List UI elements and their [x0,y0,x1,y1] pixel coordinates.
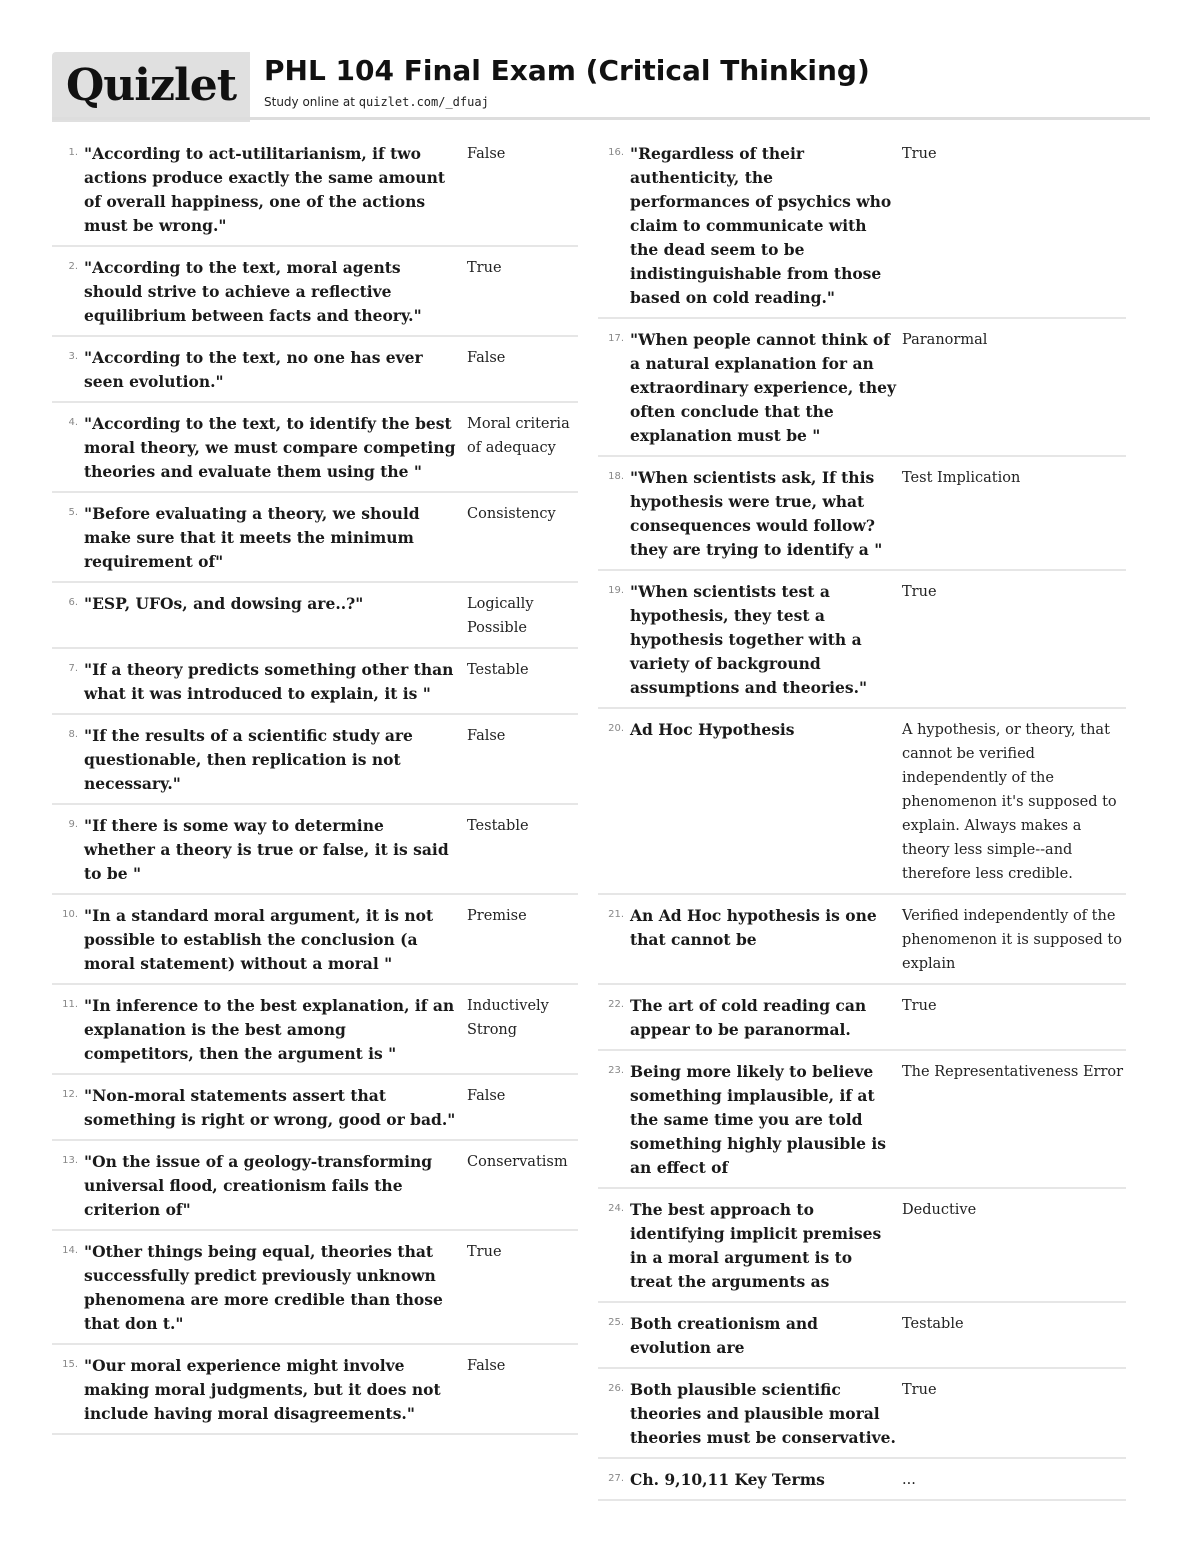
card-definition: False [467,728,506,744]
card-number: 26. [608,1383,624,1394]
card-term: Ad Hoc Hypothesis [630,720,795,739]
card-definition: True [902,146,937,162]
card-definition: Testable [902,1316,964,1332]
card-number: 14. [62,1245,78,1256]
flashcard [52,1352,578,1435]
left-column [52,140,578,1442]
card-number: 20. [608,723,624,734]
card-term: "According to the text, no one has ever seen evolution." [84,348,423,391]
flashcard [52,1082,578,1141]
card-definition: The Representativeness Error [902,1064,1124,1080]
flashcard [52,140,578,247]
study-url: quizlet.com/_dfuaj [358,95,489,109]
card-number: 11. [62,999,78,1010]
card-term: "ESP, UFOs, and dowsing are..?" [84,594,364,613]
card-number: 23. [608,1065,624,1076]
card-definition: Consistency [467,506,556,522]
card-number: 9. [68,819,78,830]
flashcard [598,1310,1126,1369]
card-definition: True [902,584,937,600]
card-term: Both creationism and evolution are [630,1314,818,1357]
card-definition: Logically Possible [467,596,534,636]
card-term: "Our moral experience might involve making moral judgments, but it does not include having moral disagreements." [84,1356,441,1423]
card-definition: False [467,1358,506,1374]
card-term: "Other things being equal, theories that successfully predict previously unknown phenomena are more credible than those that don t." [84,1242,443,1333]
flashcard [52,722,578,805]
card-term: "According to act-utilitarianism, if two actions produce exactly the same amount of overall happiness, one of the actions must be wrong." [84,144,446,235]
card-number: 22. [608,999,624,1010]
card-number: 15. [62,1359,78,1370]
right-column [598,140,1126,1508]
card-term: Ch. 9,10,11 Key Terms [630,1470,825,1489]
card-definition: Premise [467,908,527,924]
card-term: "If there is some way to determine whether a theory is true or false, it is said to be " [84,816,449,883]
flashcard [598,902,1126,985]
flashcard [52,500,578,583]
subtitle [264,95,489,109]
card-number: 19. [608,585,624,596]
card-term: "When people cannot think of a natural explanation for an extraordinary experience, they often conclude that the explanation must be " [630,330,896,445]
card-definition: Deductive [902,1202,977,1218]
card-number: 25. [608,1317,624,1328]
card-number: 18. [608,471,624,482]
flashcard [598,464,1126,571]
card-number: 13. [62,1155,78,1166]
card-definition: True [902,998,937,1014]
header-rule [52,117,1150,120]
card-term: "Before evaluating a theory, we should make sure that it meets the minimum requirement of" [84,504,420,571]
card-number: 8. [68,729,78,740]
card-term: "In a standard moral argument, it is not possible to establish the conclusion (a moral statement) without a moral " [84,906,434,973]
flashcard [598,992,1126,1051]
card-definition: False [467,1088,506,1104]
card-definition: Testable [467,662,529,678]
card-number: 21. [608,909,624,920]
flashcard [598,716,1126,895]
card-definition: A hypothesis, or theory, that cannot be verified independently of the phenomenon it's supposed to explain. Always makes a theory less simple--and therefore less credible. [902,722,1117,882]
card-definition: Paranormal [902,332,988,348]
logo-text: Quizlet [65,60,237,111]
card-term: "According to the text, to identify the best moral theory, we must compare competing theories and evaluate them using the " [84,414,456,481]
quizlet-logo [52,52,250,122]
subtitle-prefix: Study online at [264,95,359,109]
card-definition: False [467,146,506,162]
card-number: 3. [68,351,78,362]
card-definition: Conservatism [467,1154,568,1170]
flashcard [52,1238,578,1345]
card-term: "In inference to the best explanation, if an explanation is the best among competitors, then the argument is " [84,996,455,1063]
card-term: Being more likely to believe something implausible, if at the same time you are told something highly plausible is an effect of [630,1062,886,1177]
flashcard [598,140,1126,319]
card-number: 16. [608,147,624,158]
card-number: 4. [68,417,78,428]
card-definition: Verified independently of the phenomenon it is supposed to explain [902,908,1122,972]
card-term: "According to the text, moral agents should strive to achieve a reflective equilibrium between facts and theory." [84,258,422,325]
card-number: 12. [62,1089,78,1100]
card-definition: ... [902,1472,916,1488]
flashcard [52,410,578,493]
card-number: 7. [68,663,78,674]
flashcard [598,1376,1126,1459]
flashcard [52,656,578,715]
card-term: "Non-moral statements assert that something is right or wrong, good or bad." [84,1086,456,1129]
flashcard [52,812,578,895]
card-term: An Ad Hoc hypothesis is one that cannot be [630,906,877,949]
flashcard [598,1196,1126,1303]
card-term: "If the results of a scientific study are questionable, then replication is not necessary." [84,726,413,793]
card-term: The best approach to identifying implicit premises in a moral argument is to treat the arguments as [630,1200,882,1291]
page-title: PHL 104 Final Exam (Critical Thinking) [264,54,870,87]
card-number: 5. [68,507,78,518]
card-number: 10. [62,909,78,920]
flashcard [598,578,1126,709]
card-number: 1. [68,147,78,158]
flashcard [598,1058,1126,1189]
flashcard [52,1148,578,1231]
flashcard [52,902,578,985]
card-term: The art of cold reading can appear to be paranormal. [630,996,867,1039]
card-term: "Regardless of their authenticity, the performances of psychics who claim to communicate with the dead seem to be indistinguishable from those based on cold reading." [630,144,892,307]
card-number: 17. [608,333,624,344]
card-term: "When scientists test a hypothesis, they test a hypothesis together with a variety of background assumptions and theories." [630,582,868,697]
card-number: 27. [608,1473,624,1484]
flashcard [52,590,578,649]
card-definition: Inductively Strong [467,998,549,1038]
card-definition: Testable [467,818,529,834]
card-definition: False [467,350,506,366]
flashcard [598,1466,1126,1501]
card-term: "When scientists ask, If this hypothesis were true, what consequences would follow? they are trying to identify a " [630,468,883,559]
flashcard [598,326,1126,457]
card-term: "On the issue of a geology-transforming universal flood, creationism fails the criterion of" [84,1152,433,1219]
card-definition: True [902,1382,937,1398]
card-number: 24. [608,1203,624,1214]
flashcard [52,344,578,403]
card-definition: True [467,260,502,276]
card-definition: Moral criteria of adequacy [467,416,570,456]
card-definition: Test Implication [902,470,1021,486]
flashcard [52,992,578,1075]
card-term: "If a theory predicts something other than what it was introduced to explain, it is " [84,660,454,703]
card-number: 2. [68,261,78,272]
card-term: Both plausible scientific theories and plausible moral theories must be conservative. [630,1380,896,1447]
card-definition: True [467,1244,502,1260]
card-number: 6. [68,597,78,608]
flashcard [52,254,578,337]
